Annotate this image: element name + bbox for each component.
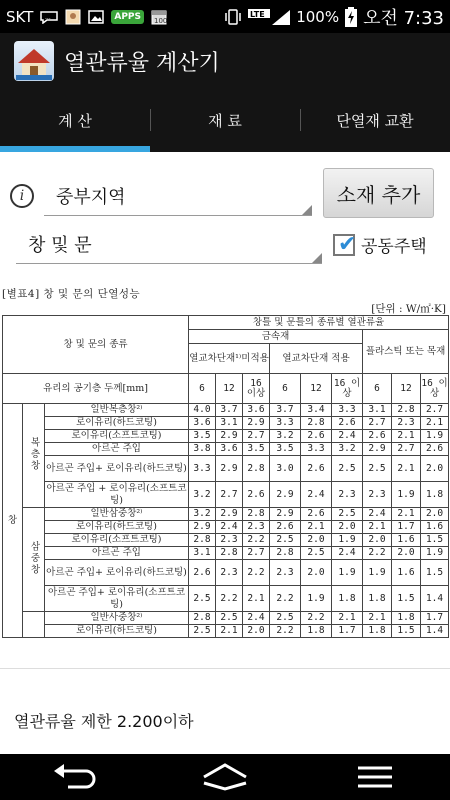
uvalue-cell: 2.0 (421, 508, 449, 521)
uvalue-cell: 3.0 (270, 456, 301, 482)
uvalue-cell: 3.5 (243, 443, 270, 456)
uvalue-cell: 2.6 (189, 560, 216, 586)
uvalue-cell: 1.9 (392, 482, 421, 508)
uvalue-cell: 1.4 (421, 586, 449, 612)
header-plastic: 플라스틱 또는 목재 (363, 330, 449, 374)
uvalue-cell: 3.6 (216, 443, 243, 456)
uvalue-cell: 2.5 (332, 508, 363, 521)
table-row (3, 612, 449, 625)
uvalue-cell: 3.5 (189, 430, 216, 443)
uvalue-cell: 2.2 (243, 560, 270, 586)
apartment-checkbox[interactable] (333, 231, 357, 257)
table-row (3, 547, 449, 560)
uvalue-cell: 2.6 (301, 456, 332, 482)
uvalue-cell: 2.4 (301, 482, 332, 508)
uvalue-cell: 3.4 (301, 404, 332, 417)
group-window-cell: 창 (3, 404, 23, 638)
table-row (3, 404, 449, 417)
status-bar (0, 0, 450, 33)
uvalue-cell: 2.7 (243, 430, 270, 443)
glass-type-cell: 아르곤 주입+ 로이유리(하드코팅) (45, 456, 189, 482)
uvalue-cell: 1.4 (421, 625, 449, 638)
uvalue-cell: 2.1 (243, 586, 270, 612)
uvalue-cell: 3.2 (189, 482, 216, 508)
uvalue-cell: 3.8 (189, 443, 216, 456)
uvalue-cell: 2.7 (363, 417, 392, 430)
glazing-group-label: 복층창 (28, 436, 40, 472)
uvalue-cell: 2.8 (243, 456, 270, 482)
uvalue-cell: 2.9 (270, 508, 301, 521)
lte-signal-icon (248, 8, 290, 26)
uvalue-cell: 2.9 (216, 508, 243, 521)
glass-type-cell: 일반삼중창²⁾ (45, 508, 189, 521)
uvalue-cell: 2.9 (189, 521, 216, 534)
add-material-button[interactable]: 소재 추가 (323, 168, 434, 218)
apps-icon: APPS (111, 10, 144, 24)
gap-value-cell: 16 이상 (243, 374, 270, 404)
uvalue-cell: 2.4 (216, 521, 243, 534)
type-value: 창 및 문 (28, 234, 92, 256)
uvalue-cell: 3.6 (189, 417, 216, 430)
gap-value-cell: 16 이상 (332, 374, 363, 404)
glass-type-cell: 아르곤 주입+ 로이유리(하드코팅) (45, 560, 189, 586)
uvalue-cell: 2.3 (392, 417, 421, 430)
dropdown-caret-icon (312, 253, 322, 263)
uvalue-cell: 1.9 (301, 586, 332, 612)
uvalue-cell: 2.4 (243, 612, 270, 625)
uvalue-cell: 2.1 (216, 625, 243, 638)
uvalue-table (2, 315, 449, 638)
header-thermal-yes: 열교차단재 적용 (270, 344, 363, 374)
table-caption: [별표4] 창 및 문의 단열성능 (2, 288, 141, 300)
uvalue-cell: 2.2 (270, 586, 301, 612)
table-row (3, 443, 449, 456)
uvalue-cell: 3.2 (270, 430, 301, 443)
uvalue-cell: 2.8 (301, 417, 332, 430)
uvalue-cell: 3.3 (189, 456, 216, 482)
uvalue-cell: 1.9 (332, 534, 363, 547)
uvalue-cell: 2.6 (332, 417, 363, 430)
uvalue-cell: 2.5 (216, 612, 243, 625)
header-thermal-no: 열교차단재¹⁾미적용 (189, 344, 270, 374)
uvalue-cell: 3.6 (243, 404, 270, 417)
uvalue-cell: 2.9 (243, 417, 270, 430)
uvalue-cell: 2.0 (243, 625, 270, 638)
battery-percent: 100% (296, 7, 340, 26)
uvalue-cell: 2.3 (216, 560, 243, 586)
uvalue-cell: 3.1 (189, 547, 216, 560)
uvalue-cell: 1.5 (392, 586, 421, 612)
uvalue-cell: 3.2 (332, 443, 363, 456)
table-row (3, 417, 449, 430)
uvalue-cell: 1.9 (363, 560, 392, 586)
glass-type-cell: 아르곤 주입 (45, 547, 189, 560)
glass-type-cell: 일반복층창²⁾ (45, 404, 189, 417)
uvalue-cell: 2.2 (243, 534, 270, 547)
table-row (3, 430, 449, 443)
uvalue-cell: 2.4 (332, 547, 363, 560)
table-row (3, 508, 449, 521)
app-logo-icon (14, 41, 54, 81)
uvalue-cell: 4.0 (189, 404, 216, 417)
tab-insulation-swap[interactable] (300, 89, 450, 152)
uvalue-cell: 2.2 (216, 586, 243, 612)
gap-value-cell: 6 (270, 374, 301, 404)
uvalue-cell: 2.5 (270, 612, 301, 625)
uvalue-cell: 1.9 (421, 547, 449, 560)
carrier-label: SKT (6, 7, 34, 26)
uvalue-cell: 2.1 (332, 612, 363, 625)
uvalue-cell: 2.9 (216, 430, 243, 443)
uvalue-cell: 1.8 (301, 625, 332, 638)
table-row (3, 521, 449, 534)
uvalue-cell: 1.5 (421, 560, 449, 586)
uvalue-cell: 2.3 (363, 482, 392, 508)
uvalue-cell: 1.8 (363, 586, 392, 612)
uvalue-limit-text: 열관류율 제한 2.200이하 (14, 712, 194, 731)
uvalue-cell: 2.8 (189, 612, 216, 625)
uvalue-cell: 2.0 (301, 534, 332, 547)
region-value: 중부지역 (56, 186, 126, 208)
uvalue-cell: 1.9 (421, 430, 449, 443)
glazing-group-cell (23, 508, 45, 612)
uvalue-cell: 2.0 (421, 456, 449, 482)
navigation-bar (0, 754, 450, 800)
uvalue-cell: 2.1 (392, 508, 421, 521)
type-spinner[interactable] (16, 224, 322, 264)
uvalue-cell: 2.2 (363, 547, 392, 560)
uvalue-cell: 1.5 (421, 534, 449, 547)
menu-button[interactable] (345, 757, 405, 797)
glass-type-cell: 일반사중창²⁾ (45, 612, 189, 625)
uvalue-cell: 1.8 (363, 625, 392, 638)
back-arrow-icon (50, 762, 100, 792)
gap-value-cell: 16 이상 (421, 374, 449, 404)
gallery-app-icon (65, 9, 81, 25)
uvalue-cell: 2.8 (216, 547, 243, 560)
gap-value-cell: 6 (363, 374, 392, 404)
uvalue-cell: 2.9 (363, 443, 392, 456)
svg-text:100: 100 (154, 16, 167, 25)
dropdown-caret-icon (302, 205, 312, 215)
uvalue-cell: 2.6 (301, 508, 332, 521)
glass-type-cell: 로이유리(하드코팅) (45, 417, 189, 430)
uvalue-cell: 2.2 (301, 612, 332, 625)
chat-icon (40, 10, 58, 24)
uvalue-cell: 2.6 (363, 430, 392, 443)
home-icon (200, 762, 250, 792)
uvalue-cell: 1.7 (332, 625, 363, 638)
info-icon[interactable]: i (10, 184, 34, 208)
uvalue-cell: 1.6 (392, 560, 421, 586)
uvalue-cell: 2.5 (301, 547, 332, 560)
uvalue-cell: 3.7 (270, 404, 301, 417)
table-unit: [단위 : W/㎡·K] (371, 303, 446, 315)
uvalue-cell: 1.8 (421, 482, 449, 508)
glazing-group-cell (23, 404, 45, 508)
uvalue-cell: 2.6 (270, 521, 301, 534)
uvalue-cell: 2.0 (332, 521, 363, 534)
svg-text:LTE: LTE (250, 9, 265, 19)
uvalue-cell: 2.7 (243, 547, 270, 560)
svg-text:...: ... (45, 13, 52, 21)
uvalue-cell: 2.3 (270, 560, 301, 586)
uvalue-cell: 2.6 (421, 443, 449, 456)
tab-bar (0, 89, 450, 152)
uvalue-cell: 2.1 (421, 417, 449, 430)
uvalue-cell: 2.7 (421, 404, 449, 417)
uvalue-cell: 2.1 (363, 612, 392, 625)
uvalue-cell: 2.6 (301, 430, 332, 443)
header-kind: 창 및 문의 종류 (3, 316, 189, 374)
tab-label: 재 료 (208, 112, 242, 130)
apartment-label: 공동주택 (361, 237, 427, 257)
uvalue-cell: 2.4 (363, 508, 392, 521)
uvalue-cell: 3.3 (332, 404, 363, 417)
uvalue-cell: 3.3 (301, 443, 332, 456)
uvalue-cell: 2.9 (216, 456, 243, 482)
table-row (3, 482, 449, 508)
uvalue-cell: 2.3 (216, 534, 243, 547)
uvalue-cell: 2.0 (363, 534, 392, 547)
uvalue-cell: 1.8 (332, 586, 363, 612)
gap-value-cell: 12 (392, 374, 421, 404)
uvalue-cell: 2.1 (392, 430, 421, 443)
header-frame: 창틀 및 문틀의 종류별 열관류율 (189, 316, 449, 330)
glass-type-cell: 로이유리(하드코팅) (45, 521, 189, 534)
uvalue-cell: 2.8 (189, 534, 216, 547)
glass-type-cell: 로이유리(소프트코팅) (45, 534, 189, 547)
result-panel (0, 668, 450, 754)
glazing-group-cell (23, 612, 45, 638)
uvalue-cell: 2.7 (392, 443, 421, 456)
uvalue-cell: 1.6 (421, 521, 449, 534)
glass-type-cell: 로이유리(소프트코팅) (45, 430, 189, 443)
calendar-icon (151, 9, 167, 25)
uvalue-cell: 2.3 (332, 482, 363, 508)
uvalue-cell: 3.1 (216, 417, 243, 430)
header-gap: 유리의 공기층 두께[mm] (3, 374, 189, 404)
header-metal: 금속재 (189, 330, 363, 344)
uvalue-cell: 2.0 (392, 547, 421, 560)
uvalue-cell: 2.0 (301, 560, 332, 586)
uvalue-cell: 1.6 (392, 534, 421, 547)
uvalue-cell: 2.5 (189, 586, 216, 612)
uvalue-cell: 3.2 (189, 508, 216, 521)
uvalue-cell: 2.5 (270, 534, 301, 547)
uvalue-cell: 1.5 (392, 625, 421, 638)
uvalue-cell: 2.5 (332, 456, 363, 482)
uvalue-cell: 2.6 (243, 482, 270, 508)
table-row (3, 586, 449, 612)
uvalue-cell: 2.8 (392, 404, 421, 417)
uvalue-cell: 2.1 (301, 521, 332, 534)
uvalue-cell: 2.1 (363, 521, 392, 534)
uvalue-cell: 3.3 (270, 417, 301, 430)
glass-type-cell: 로이유리(하드코팅) (45, 625, 189, 638)
uvalue-cell: 1.9 (332, 560, 363, 586)
gap-value-cell: 12 (216, 374, 243, 404)
tab-calculate[interactable] (0, 89, 150, 152)
insulation-table-image (0, 282, 450, 668)
region-spinner[interactable] (44, 176, 312, 216)
uvalue-cell: 2.3 (243, 521, 270, 534)
tab-label: 계 산 (58, 112, 92, 130)
table-row (3, 560, 449, 586)
menu-icon (350, 762, 400, 792)
checkmark-icon: ✔ (338, 231, 357, 257)
uvalue-cell: 2.8 (270, 547, 301, 560)
uvalue-cell: 1.7 (392, 521, 421, 534)
uvalue-cell: 2.1 (392, 456, 421, 482)
uvalue-cell: 2.2 (270, 625, 301, 638)
uvalue-cell: 3.1 (363, 404, 392, 417)
app-title: 열관류율 계산기 (64, 50, 220, 76)
glass-type-cell: 아르곤 주입 + 로이유리(소프트코팅) (46, 482, 187, 506)
uvalue-cell: 2.9 (270, 482, 301, 508)
clock: 오전 7:33 (363, 7, 444, 29)
vibrate-icon (224, 8, 242, 26)
back-button[interactable] (45, 757, 105, 797)
uvalue-cell: 2.4 (332, 430, 363, 443)
table-row (3, 456, 449, 482)
uvalue-cell: 1.8 (392, 612, 421, 625)
tab-label: 단열재 교환 (336, 112, 414, 130)
home-button[interactable] (195, 757, 255, 797)
glass-type-cell: 아르곤 주입+ 로이유리(소프트코팅) (45, 586, 189, 612)
uvalue-cell: 3.7 (216, 404, 243, 417)
uvalue-cell: 2.8 (243, 508, 270, 521)
gap-value-cell: 12 (301, 374, 332, 404)
battery-charging-icon (345, 7, 357, 27)
uvalue-cell: 2.5 (189, 625, 216, 638)
uvalue-cell: 3.5 (270, 443, 301, 456)
image-icon (88, 10, 104, 24)
uvalue-cell: 2.7 (216, 482, 243, 508)
uvalue-cell: 1.7 (421, 612, 449, 625)
uvalue-cell: 2.5 (363, 456, 392, 482)
gap-value-cell: 6 (189, 374, 216, 404)
apartment-checkbox-row[interactable] (333, 232, 427, 257)
tab-materials[interactable] (150, 89, 300, 152)
glazing-group-label: 삼중창 (28, 540, 40, 576)
table-row (3, 534, 449, 547)
glass-type-cell: 아르곤 주입 (45, 443, 189, 456)
table-row (3, 625, 449, 638)
action-bar (0, 33, 450, 89)
